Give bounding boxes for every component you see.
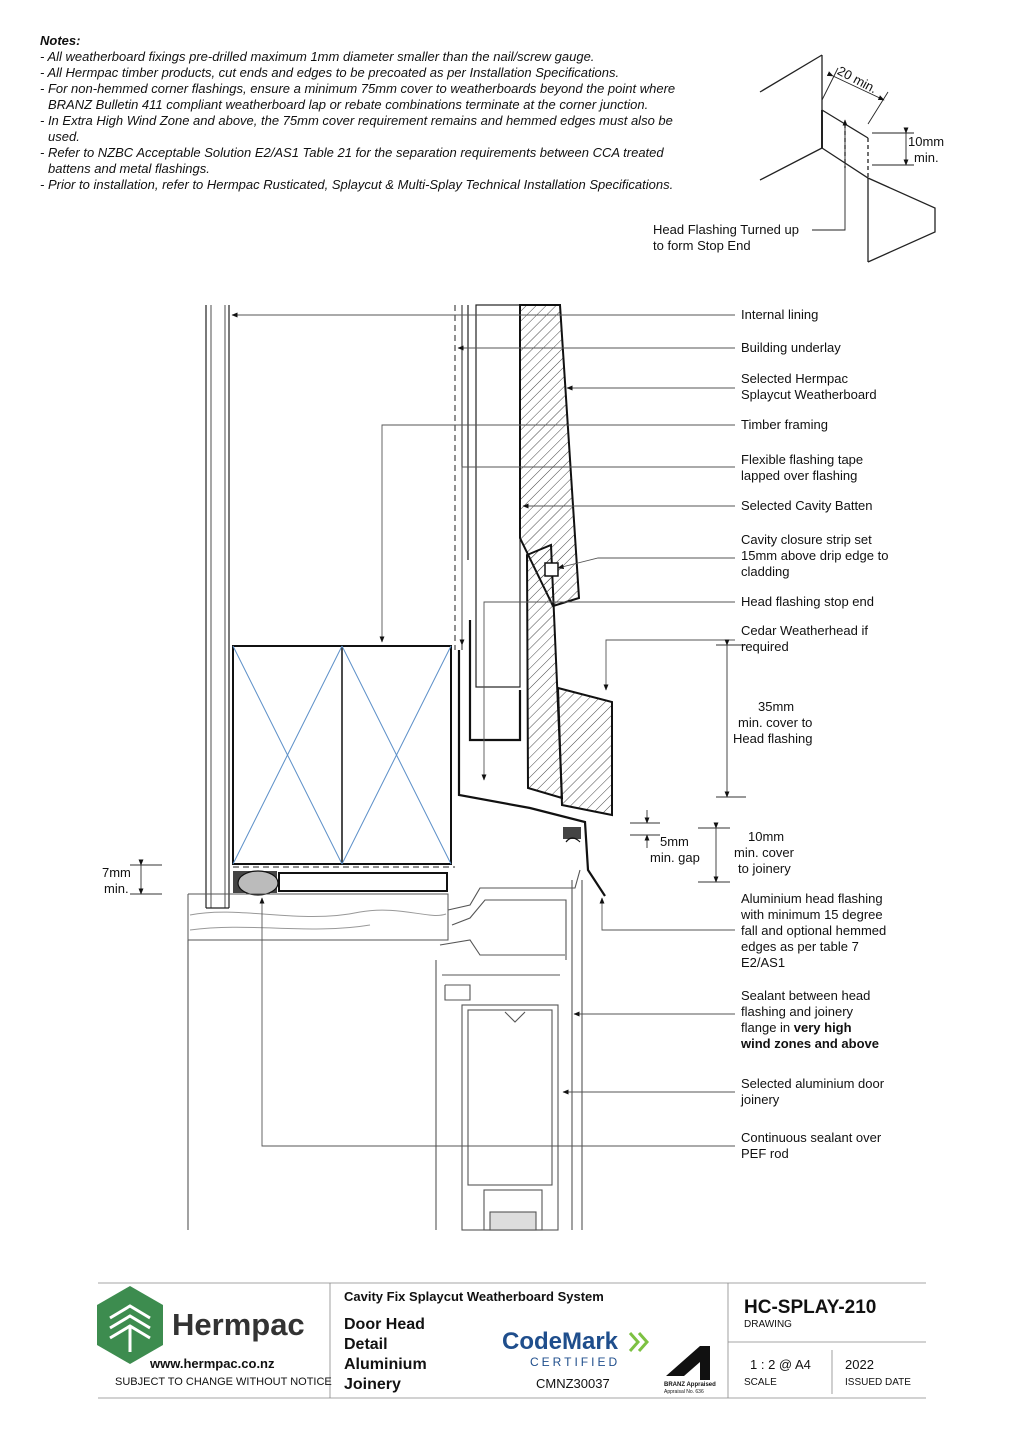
drawing-title-3: Aluminium — [344, 1356, 427, 1373]
hermpac-logo-icon — [97, 1286, 163, 1364]
aluminium-door-joinery — [188, 870, 582, 1230]
leader-lines — [232, 315, 735, 1146]
label-cover35-2: min. cover to — [738, 715, 813, 730]
label-alu-1: Aluminium head flashing — [741, 891, 883, 906]
label-cedar-1: Cedar Weatherhead if — [741, 623, 868, 638]
branz-label: BRANZ Appraised — [664, 1382, 716, 1388]
note-item: - In Extra High Wind Zone and above, the 75mm cover requirement remains and hemmed edges must also be used. — [40, 113, 673, 144]
label-building-underlay: Building underlay — [741, 340, 841, 355]
label-tape-1: Flexible flashing tape — [741, 452, 864, 467]
drawing-number: HC-SPLAY-210 — [744, 1297, 877, 1318]
codemark-certified: CERTIFIED — [530, 1355, 621, 1369]
inset-label-line2: to form Stop End — [653, 238, 751, 253]
label-alu-4: edges as per table 7 — [741, 939, 859, 954]
drawing-title-4: Joinery — [344, 1376, 401, 1393]
label-cover10-1: 10mm — [748, 829, 785, 844]
note-item: - All Hermpac timber products, cut ends and edges to be precoated as per Installation Specifications. — [40, 65, 620, 80]
codemark-logo: CodeMark — [502, 1328, 619, 1355]
label-sealant-3b: very high — [793, 1020, 852, 1035]
label-alu-5: E2/AS1 — [741, 955, 786, 970]
label-timber-framing: Timber framing — [741, 417, 828, 432]
label-sealant-1: Sealant between head — [741, 988, 871, 1003]
note-item: - For non-hemmed corner flashings, ensure a minimum 75mm cover to weatherboards beyond the point where BRANZ Bulletin 411 compliant weatherboard lap or rebate combinations terminate at the corner junction. — [40, 81, 676, 112]
label-tape-2: lapped over flashing — [741, 468, 858, 483]
label-closure-2: 15mm above drip edge to — [741, 548, 889, 563]
label-weatherboard-1: Selected Hermpac — [741, 371, 848, 386]
building-underlay — [233, 305, 462, 867]
label-dim7-1: 7mm — [102, 865, 131, 880]
website: www.hermpac.co.nz — [150, 1356, 275, 1371]
brand-name: Hermpac — [172, 1307, 305, 1342]
label-door-1: Selected aluminium door — [741, 1076, 885, 1091]
issued-date: 2022 — [845, 1357, 874, 1372]
label-sealant-3a: flange in — [741, 1020, 794, 1035]
label-weatherboard-2: Splaycut Weatherboard — [741, 387, 877, 402]
cert-number: CMNZ30037 — [536, 1376, 610, 1391]
issued-date-label: ISSUED DATE — [845, 1377, 911, 1388]
timber-framing — [233, 646, 451, 864]
codemark-chevron-icon — [630, 1333, 647, 1351]
label-alu-3: fall and optional hemmed — [741, 923, 887, 938]
inset-dim-10-line1: 10mm — [908, 134, 945, 149]
label-sealant-2: flashing and joinery — [741, 1004, 854, 1019]
label-sealant-3 — [741, 1020, 852, 1036]
label-pef-1: Continuous sealant over — [741, 1130, 882, 1145]
label-closure-1: Cavity closure strip set — [741, 532, 872, 547]
label-stop-end: Head flashing stop end — [741, 594, 874, 609]
scale-value: 1 : 2 @ A4 — [750, 1357, 811, 1372]
disclaimer: SUBJECT TO CHANGE WITHOUT NOTICE — [115, 1376, 332, 1388]
label-cedar-2: required — [741, 639, 789, 654]
cedar-weatherhead — [558, 688, 612, 815]
label-sealant-4 — [741, 1036, 879, 1052]
cavity-batten — [468, 305, 520, 687]
internal-lining — [206, 305, 229, 908]
branz-logo-icon — [666, 1346, 710, 1380]
scale-label: SCALE — [744, 1377, 777, 1388]
label-closure-3: cladding — [741, 564, 790, 579]
inset-label-line1: Head Flashing Turned up — [653, 222, 799, 237]
label-sealant-4-text: wind zones and above — [741, 1036, 879, 1051]
note-item: - Refer to NZBC Acceptable Solution E2/AS1 Table 21 for the separation requirements between CCA treated battens and metal flashings. — [40, 145, 664, 176]
label-internal-lining: Internal lining — [741, 307, 819, 322]
label-gap5-1: 5mm — [660, 834, 689, 849]
note-item: - Prior to installation, refer to Hermpac Rusticated, Splaycut & Multi-Splay Technical Installation Specifications. — [40, 177, 674, 192]
label-cavity-batten: Selected Cavity Batten — [741, 498, 873, 513]
label-gap5-2: min. gap — [650, 850, 700, 865]
label-alu-2: with minimum 15 degree — [741, 907, 883, 922]
label-cover35-1: 35mm — [758, 699, 795, 714]
inset-dim-10-line2: min. — [914, 150, 939, 165]
system-name: Cavity Fix Splaycut Weatherboard System — [344, 1289, 604, 1304]
timber-head — [188, 894, 448, 940]
label-dim7-2: min. — [104, 881, 129, 896]
label-cover10-3: to joinery — [738, 861, 791, 876]
joinery-flange-seal — [563, 827, 581, 842]
inset-dim-20: 20 min. — [834, 63, 880, 97]
label-cover35-3: Head flashing — [733, 731, 813, 746]
label-door-2: joinery — [741, 1092, 780, 1107]
note-item: - All weatherboard fixings pre-drilled maximum 1mm diameter smaller than the nail/screw gauge. — [40, 49, 595, 64]
drawing-title-2: Detail — [344, 1336, 388, 1353]
label-cover10-2: min. cover — [734, 845, 794, 860]
drawing-title-1: Door Head — [344, 1316, 425, 1333]
branz-appraisal: Appraisal No. 636 — [664, 1389, 704, 1395]
label-pef-2: PEF rod — [741, 1146, 789, 1161]
pef-rod — [233, 871, 447, 895]
notes-title: Notes: — [40, 33, 81, 48]
drawing-label: DRAWING — [744, 1319, 792, 1330]
